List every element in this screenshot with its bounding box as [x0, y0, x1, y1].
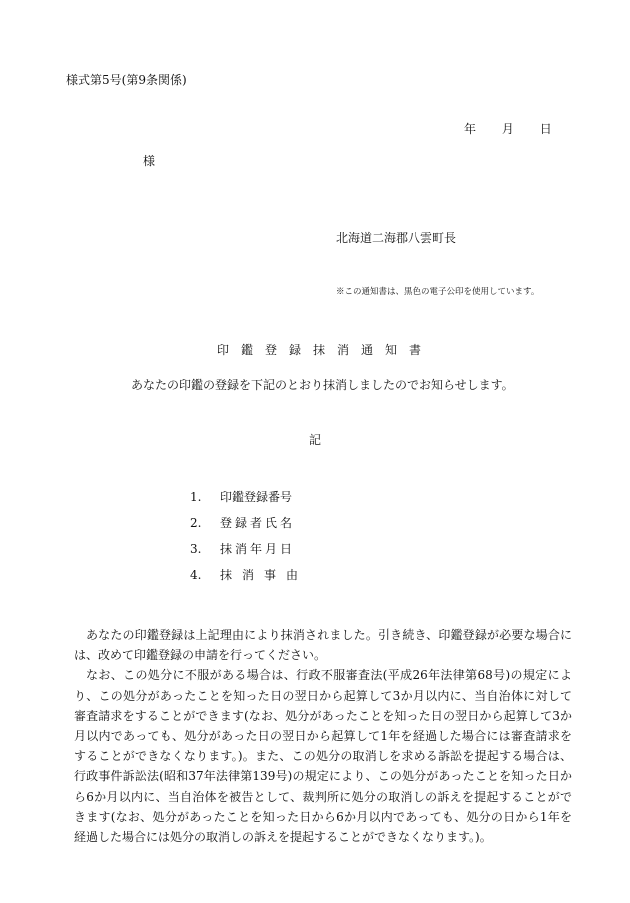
list-item	[190, 540, 295, 557]
seal-note: ※この通知書は、黒色の電子公印を使用しています。	[336, 287, 540, 297]
date-day: 日	[539, 122, 552, 136]
item-label: 登録者氏名	[220, 516, 296, 530]
body-text	[74, 625, 572, 847]
paragraph-reapply: あなたの印鑑登録は上記理由により抹消されました。引き続き、印鑑登録が必要な場合には、改めて印鑑登録の申請を行ってください。	[74, 628, 572, 663]
item-number: 1.	[190, 490, 202, 504]
date-line	[464, 120, 552, 137]
date-month: 月	[501, 122, 514, 136]
paragraph-appeal: なお、この処分に不服がある場合は、行政不服審査法(平成26年法律第68号)の規定により、この処分があったことを知った日の翌日から起算して3か月以内に、当自治体に対して審査請求をすることができます(なお、処分があったことを知った日の翌日から起算して3か月以内であっても、処分があった日の翌日から起算して1年を経過した場合には審査請求をすることができなくなります。)。また、この処分の取消しを求める訴訟を提起する場合は、行政事件訴訟法(昭和37年法律第139号)の規定により、この処分があったことを知った日から6か月以内に、当自治体を被告として、裁判所に処分の取消しの訴えを提起することができます(なお、処分があったことを知った日から6か月以内であっても、処分の日から1年を経過した場合には処分の取消しの訴えを提起することができなくなります。)。	[74, 668, 572, 845]
item-label: 印鑑登録番号	[220, 490, 293, 504]
date-year: 年	[464, 122, 477, 136]
addressee-suffix: 様	[143, 154, 156, 168]
item-label: 抹消事由	[220, 568, 309, 582]
intro-text: あなたの印鑑の登録を下記のとおり抹消しましたのでお知らせします。	[131, 378, 514, 392]
ki-heading: 記	[309, 433, 322, 447]
item-number: 4.	[190, 568, 202, 582]
list-item	[190, 488, 292, 505]
list-item	[190, 514, 295, 531]
document-title: 印鑑登録抹消通知書	[217, 343, 434, 357]
item-label: 抹消年月日	[220, 542, 296, 556]
list-item	[190, 566, 308, 583]
form-number: 様式第5号(第9条関係)	[66, 73, 187, 87]
issuer-name: 北海道二海郡八雲町長	[336, 231, 457, 245]
item-number: 3.	[190, 542, 202, 556]
item-number: 2.	[190, 516, 202, 530]
